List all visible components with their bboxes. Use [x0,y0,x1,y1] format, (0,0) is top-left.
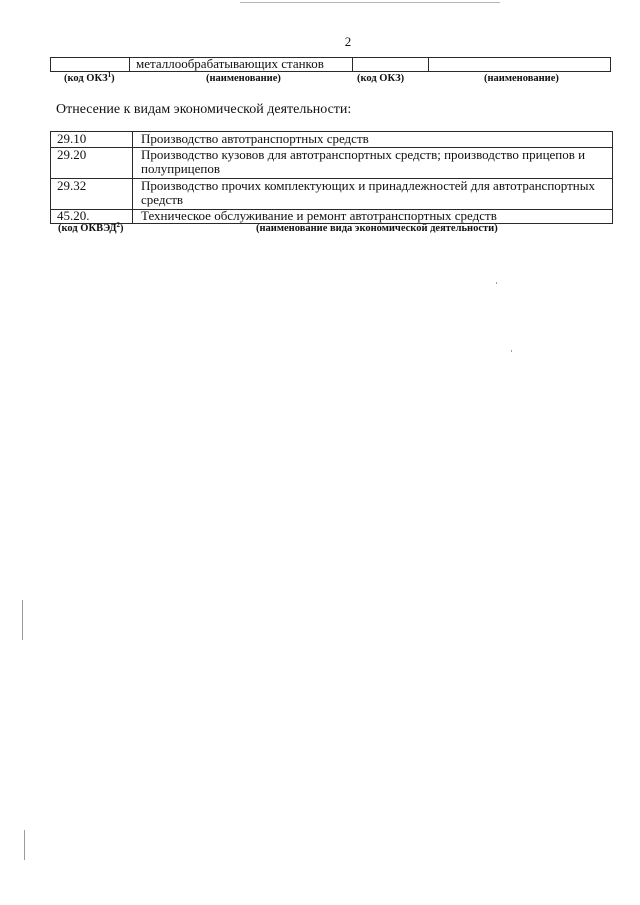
okz-captions [0,73,640,87]
scan-artifact [22,600,23,640]
okved-footnote-mark: 2 [116,221,121,229]
okved-code-cell: 45.20. [51,210,133,224]
okved-row [51,148,613,179]
okved-name-cell: Производство автотранспортных средств [133,132,613,148]
scan-artifact [24,830,25,860]
okz-name-caption-1: (наименование) [206,73,281,84]
okved-name-cell: Производство кузовов для автотранспортных средств; производство прицепов и полуприцепов [133,148,613,179]
okved-captions [0,223,640,237]
scan-artifact [511,350,512,352]
okz-code-cell-2 [353,58,429,72]
okz-row [51,58,611,72]
okved-name-cell: Техническое обслуживание и ремонт автотранспортных средств [133,210,613,224]
okved-name-cell: Производство прочих комплектующих и принадлежностей для автотранспортных средств [133,179,613,210]
scan-artifact [496,282,497,284]
section-heading: Отнесение к видам экономической деятельности: [56,102,352,117]
okz-code-caption-1: (код ОКЗ$^1$) [64,71,115,84]
okz-name-cell-2 [429,58,611,72]
okz-name-cell-1: металлообрабатывающих станков [130,58,353,72]
okz-footnote-mark: 1 [107,71,112,79]
okz-table [50,57,611,72]
page-number: 2 [344,34,352,49]
okved-row [51,179,613,210]
okved-code-cell: 29.32 [51,179,133,210]
okved-code-cell: 29.20 [51,148,133,179]
okved-code-cell: 29.10 [51,132,133,148]
scan-edge-line [240,2,500,3]
okz-name-caption-2: (наименование) [484,73,559,84]
okved-name-caption: (наименование вида экономической деятельности) [256,223,498,234]
okved-code-caption: (код ОКВЭД$^2$) [58,221,124,234]
okz-code-caption-2: (код ОКЗ) [357,73,405,84]
okz-code-cell-1 [51,58,130,72]
okved-row [51,132,613,148]
okved-table [50,131,613,224]
okved-row [51,210,613,224]
